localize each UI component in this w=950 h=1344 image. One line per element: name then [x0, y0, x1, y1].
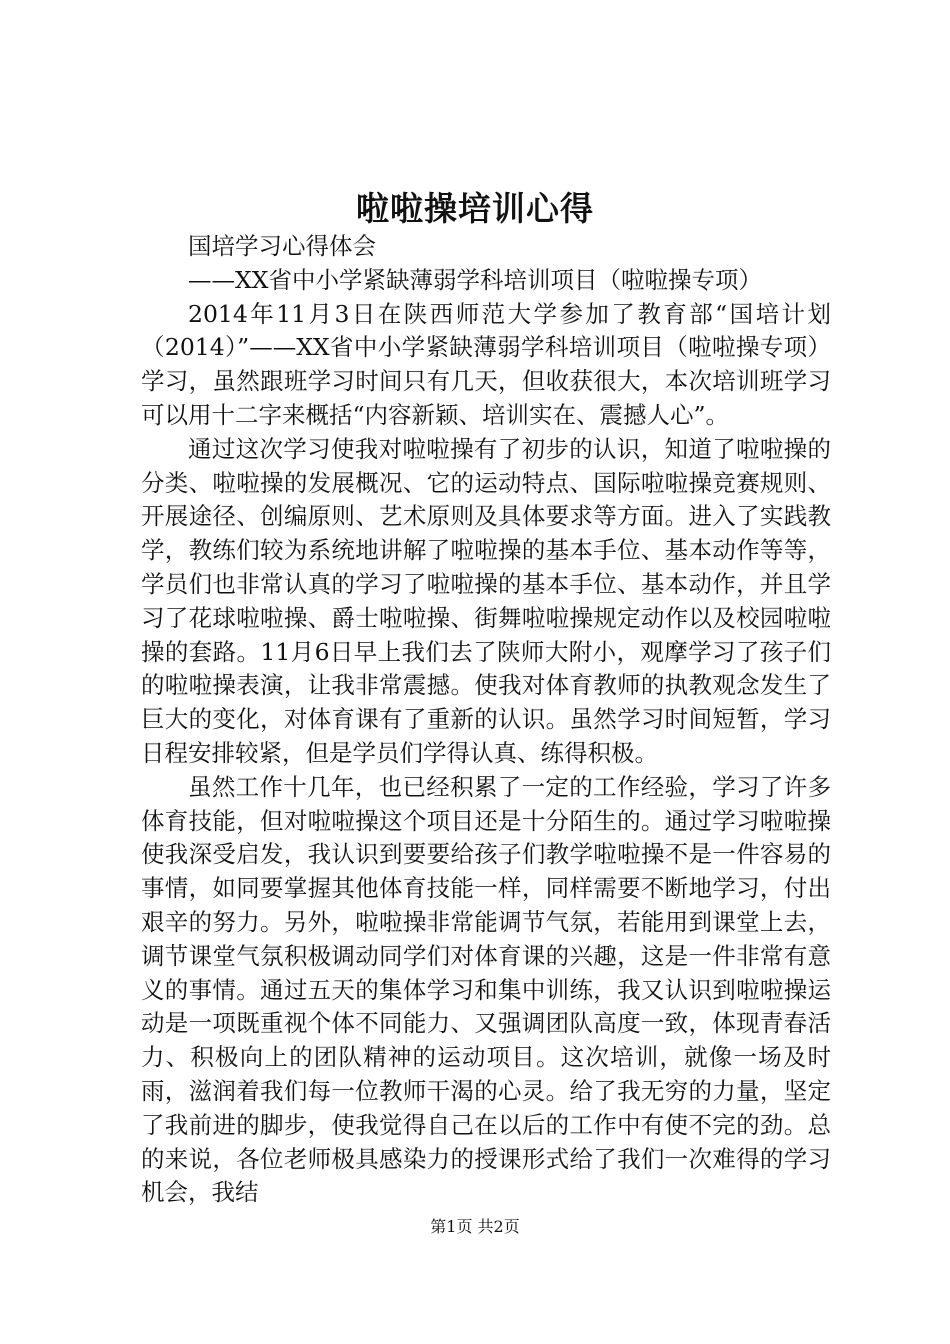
paragraph-reflection: 虽然工作十几年，也已经积累了一定的工作经验，学习了许多体育技能，但对啦啦操这个项目还是十分陌生的。通过学习啦啦操使我深受启发，我认识到要要给孩子们教学啦啦操不是一件容易的事情，如同要掌握其他体育技能一样，同样需要不断地学习，付出艰辛的努力。另外，啦啦操非常能调节气氛，若能用到课堂上去，调节课堂气氛积极调动同学们对体育课的兴趣，这是一件非常有意义的事情。通过五天的集体学习和集中训练，我又认识到啦啦操运动是一项既重视个体不同能力、又强调团队高度一致，体现青春活力、积极向上的团队精神的运动项目。这次培训，就像一场及时雨，滋润着我们每一位教师干渴的心灵。给了我无穷的力量，坚定了我前进的脚步，使我觉得自己在以后的工作中有使不完的劲。总的来说，各位老师极具感染力的授课形式给了我们一次难得的学习机会，我结 — [141, 772, 831, 1207]
paragraph-learning: 通过这次学习使我对啦啦操有了初步的认识，知道了啦啦操的分类、啦啦操的发展概况、它的运动特点、国际啦啦操竞赛规则、开展途径、创编原则、艺术原则及具体要求等方面。进入了实践教学，教练们较为系统地讲解了啦啦操的基本手位、基本动作等等，学员们也非常认真的学习了啦啦操的基本手位、基本动作，并且学习了花球啦啦操、爵士啦啦操、街舞啦啦操规定动作以及校园啦啦操的套路。11月6日早上我们去了陕师大附小，观摩学习了孩子们的啦啦操表演，让我非常震撼。使我对体育教师的执教观念发生了巨大的变化，对体育课有了重新的认识。虽然学习时间短暂，学习日程安排较紧，但是学员们学得认真、练得积极。 — [141, 434, 831, 767]
paragraph-project-line: ——XX省中小学紧缺薄弱学科培训项目（啦啦操专项） — [188, 265, 762, 294]
paragraph-intro: 2014年11月3日在陕西师范大学参加了教育部“国培计划（2014）”——XX省中小学紧缺薄弱学科培训项目（啦啦操专项）学习，虽然跟班学习时间只有几天，但收获很大，本次培训班学习可以用十二字来概括“内容新颖、培训实在、震撼人心”。 — [141, 299, 831, 429]
paragraph-subtitle: 国培学习心得体会 — [188, 232, 376, 260]
page-footer: 第1页 共2页 — [430, 1217, 520, 1236]
document-body — [141, 230, 831, 1210]
document-title: 啦啦操培训心得 — [356, 189, 594, 228]
